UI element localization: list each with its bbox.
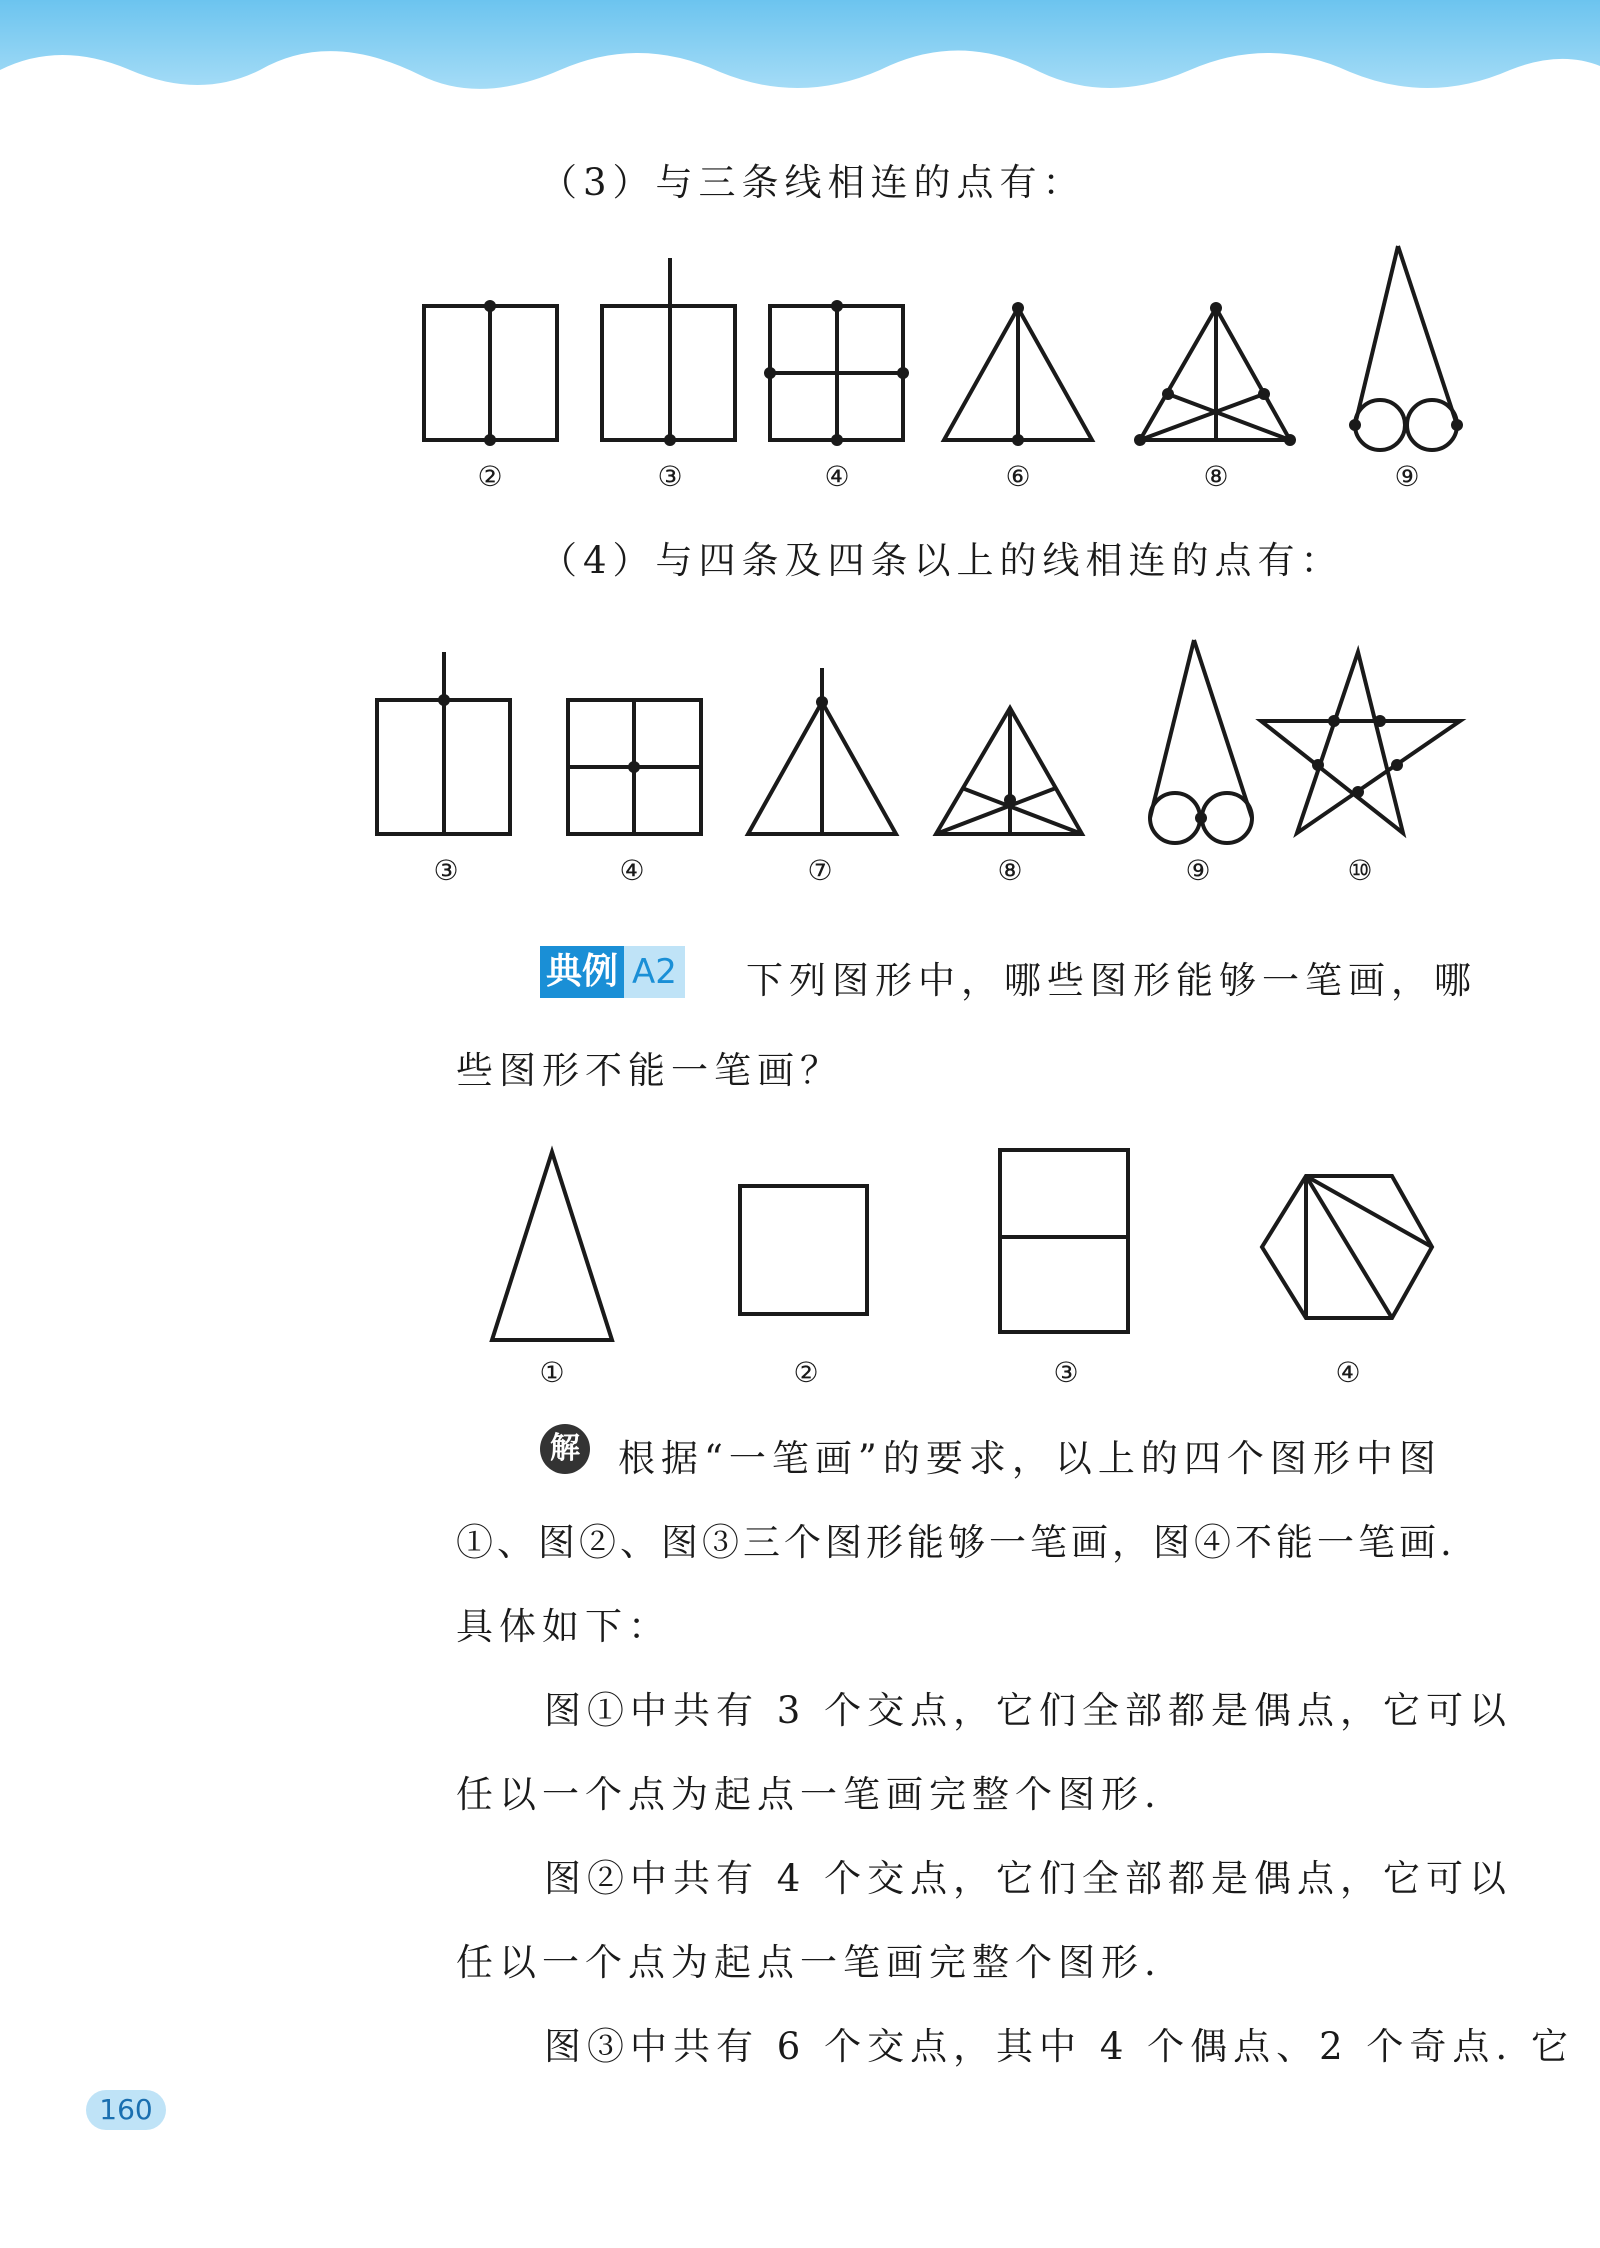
solution-line: 根据“一笔画”的要求，以上的四个图形中图 [618,1437,1442,1480]
solution-icon: 解 [540,1424,590,1474]
solution-line: ①、图②、图③三个图形能够一笔画，图④不能一笔画. [456,1521,1456,1564]
section4-caption: ⑩ [1347,854,1373,887]
page-number: 160 [86,2090,166,2130]
example-fig-square [740,1186,867,1314]
fig3-cone-circles [1349,246,1463,450]
fig3-rect-cross [764,300,909,446]
example-caption: ① [539,1356,565,1389]
example-code: A2 [624,946,685,998]
section4-caption: ④ [619,854,645,887]
example-question-line1: 下列图形中，哪些图形能够一笔画，哪 [746,959,1477,1002]
fig4-triangle-antenna [748,668,896,834]
header-cloud-band [0,0,1600,130]
section4-caption: ⑨ [1185,854,1211,887]
fig3-triangle-median [944,302,1092,446]
example-fig-hexagon [1262,1176,1432,1318]
example-fig-rect-split [1000,1150,1128,1332]
example-question-line2: 些图形不能一笔画？ [456,1049,843,1092]
solution-line: 图①中共有 3 个交点，它们全部都是偶点，它可以 [544,1689,1513,1732]
example-caption: ② [793,1356,819,1389]
fig3-rect-split [424,300,557,446]
section3-caption: ④ [824,460,850,493]
section4-heading: （4）与四条及四条以上的线相连的点有： [540,539,1344,582]
fig3-rect-antenna [602,258,735,446]
fig4-cone-circles [1150,640,1252,843]
example-tag: 典例 [540,946,624,998]
section3-caption: ⑧ [1203,460,1229,493]
fig4-rect-antenna [377,652,510,834]
example-caption: ④ [1335,1356,1361,1389]
solution-line: 图③中共有 6 个交点，其中 4 个偶点、2 个奇点. 它 [544,2025,1574,2068]
fig4-star [1261,652,1460,833]
solution-line: 图②中共有 4 个交点，它们全部都是偶点，它可以 [544,1857,1513,1900]
solution-line: 任以一个点为起点一笔画完整个图形. [456,1941,1162,1984]
fig4-triangle-cevians [936,708,1082,834]
section3-caption: ⑥ [1005,460,1031,493]
section4-caption: ⑦ [807,854,833,887]
example-badge [540,946,685,998]
section3-caption: ③ [657,460,683,493]
section3-caption: ⑨ [1394,460,1420,493]
solution-line: 任以一个点为起点一笔画完整个图形. [456,1773,1162,1816]
section4-caption: ⑧ [997,854,1023,887]
section4-caption: ③ [433,854,459,887]
fig3-triangle-cevians [1134,302,1296,446]
solution-line: 具体如下： [456,1605,671,1648]
section3-heading: （3）与三条线相连的点有： [540,161,1086,204]
fig4-rect-cross [568,700,701,834]
example-caption: ③ [1053,1356,1079,1389]
section3-caption: ② [477,460,503,493]
example-fig-triangle [492,1152,612,1340]
